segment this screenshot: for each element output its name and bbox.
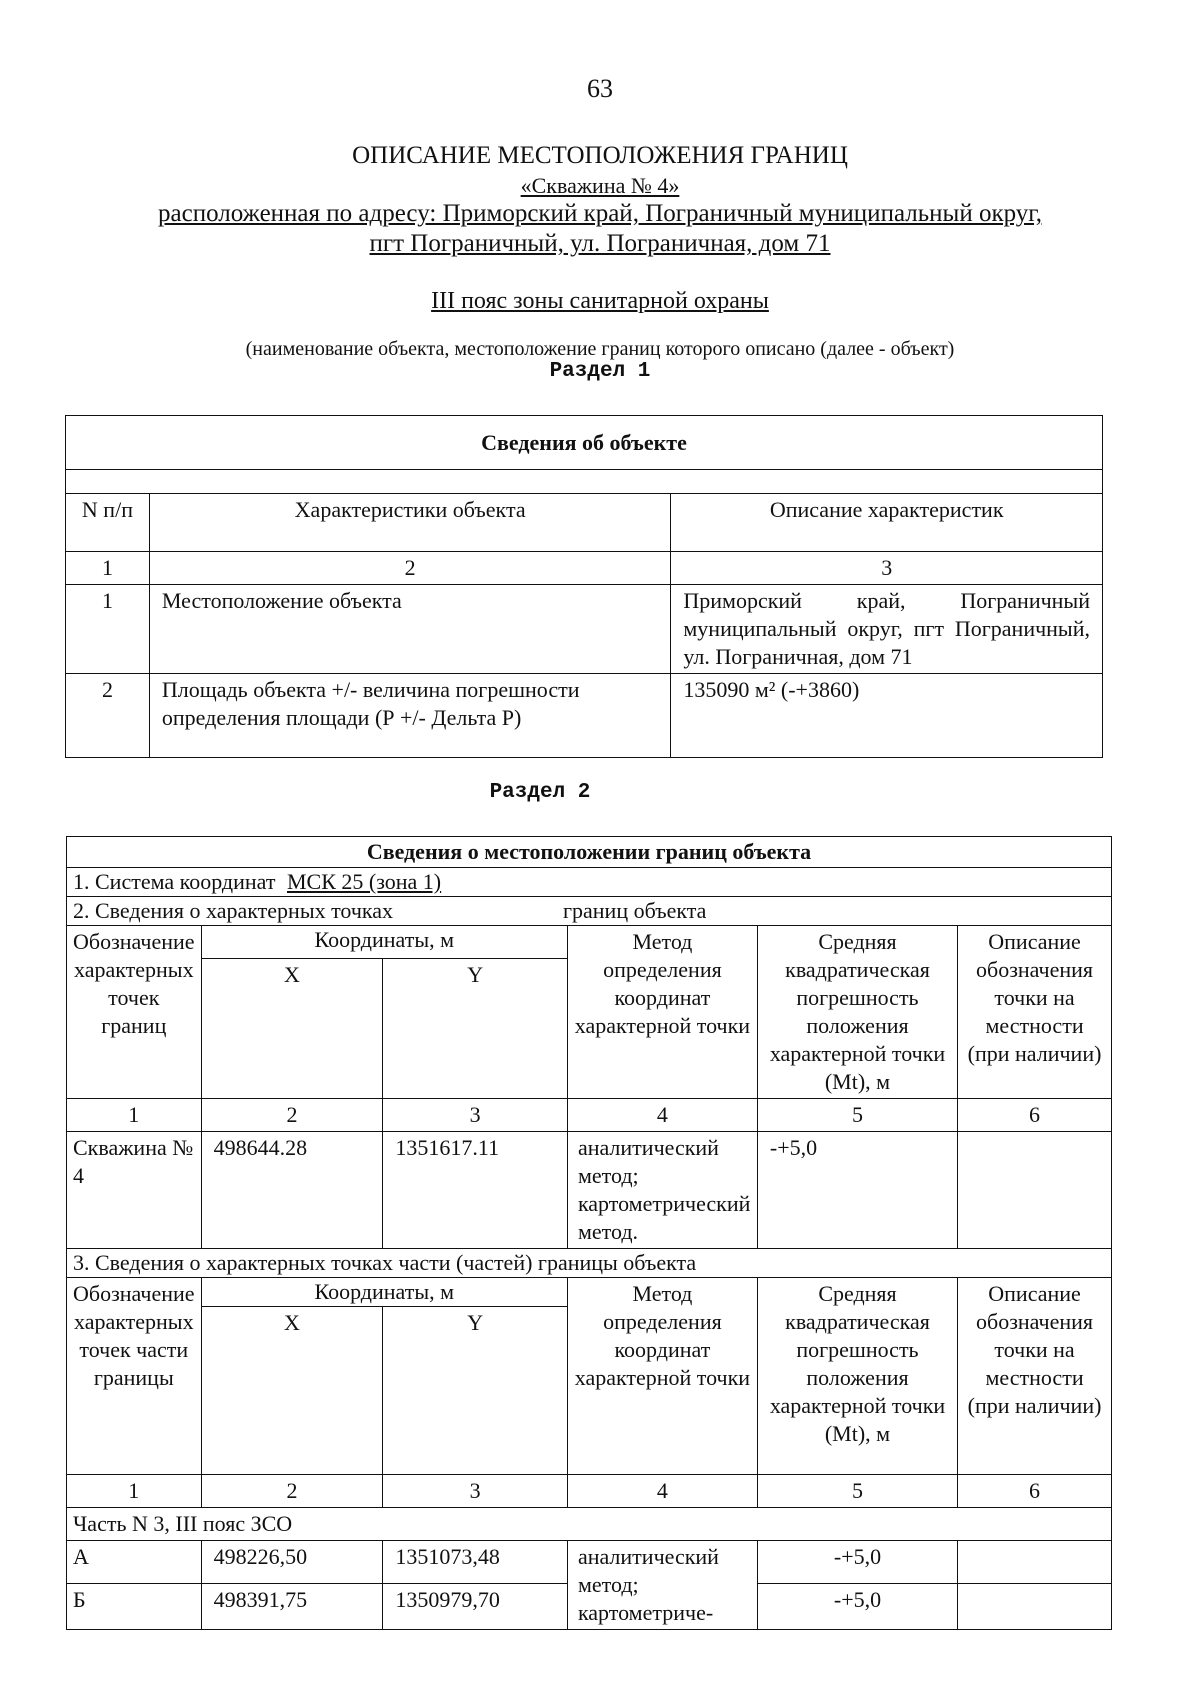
part-point-description [958,1584,1112,1630]
section-1-heading: Раздел 1 [549,360,651,383]
row-number: 2 [66,674,150,758]
part-method: аналитический метод; картометриче- [567,1541,757,1630]
designation-header: Обозначение характерных точек границ [67,926,202,1099]
table-row [66,585,1103,674]
point-description-header: Описание обозначения точки на местности (при наличии) [958,1278,1112,1475]
error-header: Средняя квадратическая погрешность положения характерной точки (Mt), м [757,926,957,1099]
col-header-characteristics: Характеристики объекта [149,494,670,552]
point-x: 498644.28 [201,1132,383,1249]
col-number: 2 [201,1099,383,1132]
part-point-name: А [67,1541,202,1584]
object-name: «Скважина № 4» [520,173,680,198]
zone-label: III пояс зоны санитарной охраны [431,288,769,314]
y-header: Y [383,1307,568,1475]
part-point-error: -+5,0 [757,1541,957,1584]
address-line-1: расположенная по адресу: Приморский край, Пограничный муниципальный округ, [158,200,1042,227]
x-header: X [201,1307,383,1475]
part-point-error: -+5,0 [757,1584,957,1630]
coord-system-label: 1. Система координат [73,869,276,894]
row-characteristic: Местоположение объекта [149,585,670,674]
parts-label: 3. Сведения о характерных точках части (частей) границы объекта [67,1249,1112,1278]
table-row [67,1541,1112,1584]
col-number: 3 [671,552,1103,585]
col-number: 2 [149,552,670,585]
col-number: 3 [383,1099,568,1132]
row-characteristic: Площадь объекта +/- величина погрешности определения площади (Р +/- Дельта Р) [149,674,670,758]
part-designation-header: Обозначение характерных точек части границы [67,1278,202,1475]
y-header: Y [383,959,568,1099]
coord-system-value: МСК 25 (зона 1) [286,869,442,894]
part-point-x: 498226,50 [201,1541,383,1584]
object-caption: (наименование объекта, местоположение границ которого описано (далее - объект) [245,338,955,360]
point-error: -+5,0 [757,1132,957,1249]
point-name: Скважина № 4 [67,1132,202,1249]
object-table-title: Сведения об объекте [66,416,1103,470]
coords-header: Координаты, м [201,926,567,959]
part-point-name: Б [67,1584,202,1630]
coord-system-row [67,868,1112,897]
document-title: ОПИСАНИЕ МЕСТОПОЛОЖЕНИЯ ГРАНИЦ [352,142,848,169]
table-row [66,674,1103,758]
point-y: 1351617.11 [383,1132,568,1249]
col-header-n: N п/п [66,494,150,552]
points-label-suffix: границ объекта [563,898,707,923]
col-number: 4 [567,1099,757,1132]
part-point-x: 498391,75 [201,1584,383,1630]
col-number: 6 [958,1475,1112,1508]
col-number: 3 [383,1475,568,1508]
row-description: Приморский край, Пограничный муниципальный округ, пгт Пограничный, ул. Пограничная, дом 71 [671,585,1103,674]
col-number: 2 [201,1475,383,1508]
boundary-table-title: Сведения о местоположении границ объекта [67,837,1112,868]
points-label: 2. Сведения о характерных точках [73,898,394,923]
point-description [958,1132,1112,1249]
x-header: X [201,959,383,1099]
point-method: аналитический метод; картометрический метод. [567,1132,757,1249]
part-title: Часть N 3, III пояс ЗСО [67,1508,1112,1541]
boundary-location-table [66,836,1112,1630]
col-header-description: Описание характеристик [671,494,1103,552]
method-header: Метод определения координат характерной точки [567,926,757,1099]
point-description-header: Описание обозначения точки на местности (при наличии) [958,926,1112,1099]
col-number: 1 [67,1475,202,1508]
col-number: 1 [67,1099,202,1132]
page-number: 63 [587,74,613,103]
part-point-y: 1351073,48 [383,1541,568,1584]
row-description: 135090 м² (-+3860) [671,674,1103,758]
coords-header: Координаты, м [201,1278,567,1307]
blank-row [66,470,1103,494]
points-row [67,897,1112,926]
part-point-y: 1350979,70 [383,1584,568,1630]
col-number: 5 [757,1099,957,1132]
col-number: 4 [567,1475,757,1508]
col-number: 5 [757,1475,957,1508]
col-number: 6 [958,1099,1112,1132]
part-point-description [958,1541,1112,1584]
section-2-heading: Раздел 2 [489,781,591,804]
object-info-table [65,415,1103,758]
col-number: 1 [66,552,150,585]
error-header: Средняя квадратическая погрешность положения характерной точки (Mt), м [757,1278,957,1475]
row-number: 1 [66,585,150,674]
address-line-2: пгт Пограничный, ул. Пограничная, дом 71 [369,230,831,257]
table-row [67,1132,1112,1249]
method-header: Метод определения координат характерной точки [567,1278,757,1475]
